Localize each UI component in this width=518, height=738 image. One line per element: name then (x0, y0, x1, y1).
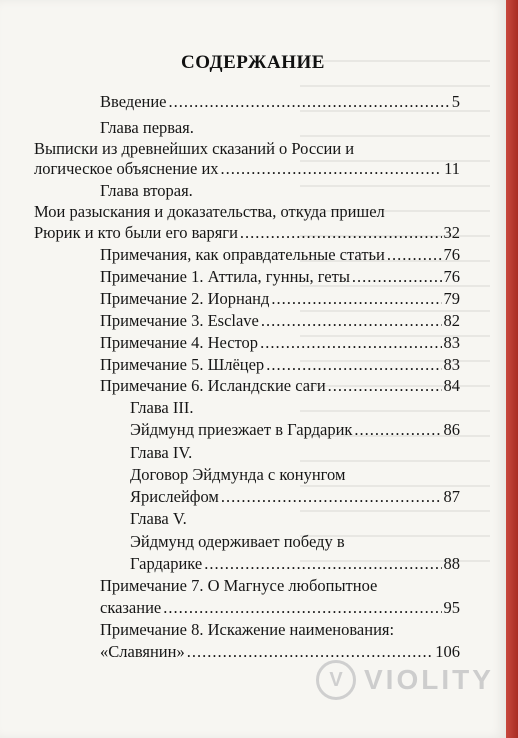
toc-entry-page: 82 (443, 311, 460, 330)
toc-entry-page: 84 (443, 376, 460, 395)
toc-note-8-title-line-1: Примечание 8. Искажение наименования: (100, 620, 395, 639)
toc-entry-label: Примечание 2. Иорнанд (100, 289, 270, 308)
toc-entry-note-2 (100, 289, 460, 309)
toc-entry-page: 83 (443, 333, 460, 352)
toc-entry-page: 86 (443, 420, 460, 439)
toc-entry-page: 11 (444, 159, 460, 178)
toc-entry-saga-chapter-3 (130, 420, 460, 440)
page-title: СОДЕРЖАНИЕ (181, 52, 325, 73)
toc-entry-note-7 (100, 598, 460, 618)
dot-leader (187, 642, 434, 662)
toc-entry-label: Примечание 5. Шлёцер (100, 355, 265, 374)
toc-entry-label: «Славянин» (100, 642, 185, 661)
toc-entry-label: логическое объяснение их (34, 159, 219, 178)
book-cover-edge (506, 0, 518, 738)
toc-entry-chapter-1 (34, 159, 460, 179)
toc-entry-label: Эйдмунд приезжает в Гардарик (130, 420, 353, 439)
toc-saga-chapter-5-title-line-1: Эйдмунд одерживает победу в (130, 532, 345, 551)
toc-entry-page: 87 (443, 487, 460, 506)
toc-entry-introduction (100, 92, 460, 112)
violity-logo-icon: V (316, 660, 356, 700)
dot-leader (163, 598, 441, 618)
toc-entry-label: Введение (100, 92, 167, 111)
toc-entry-saga-chapter-4 (130, 487, 460, 507)
dot-leader (352, 267, 442, 287)
dot-leader (266, 355, 441, 375)
dot-leader (221, 159, 443, 179)
toc-entry-label: сказание (100, 598, 162, 617)
dot-leader (271, 289, 441, 309)
toc-entry-page: 106 (435, 642, 460, 661)
dot-leader (387, 245, 442, 265)
toc-entry-page: 76 (443, 267, 460, 286)
toc-entry-note-1 (100, 267, 460, 287)
toc-entry-label: Примечание 3. Esclave (100, 311, 259, 330)
toc-heading-saga-chapter-4: Глава IV. (130, 443, 193, 462)
toc-entry-saga-chapter-5 (130, 554, 460, 574)
toc-entry-page: 79 (443, 289, 460, 308)
toc-entry-note-6 (100, 376, 460, 396)
toc-entry-notes (100, 245, 460, 265)
toc-entry-chapter-2 (34, 223, 460, 243)
toc-entry-page: 95 (443, 598, 460, 617)
toc-entry-label: Примечание 1. Аттила, гунны, геты (100, 267, 350, 286)
toc-heading-saga-chapter-3: Глава III. (130, 398, 194, 417)
toc-entry-label: Примечание 6. Исландские саги (100, 376, 326, 395)
watermark (316, 660, 494, 700)
toc-entry-note-5 (100, 355, 460, 375)
watermark-text: VIOLITY (364, 664, 494, 695)
toc-entry-page: 88 (443, 554, 460, 573)
toc-entry-note-4 (100, 333, 460, 353)
toc-note-7-title-line-1: Примечание 7. О Магнусе любопытное (100, 576, 378, 595)
toc-entry-label: Примечание 4. Нестор (100, 333, 259, 352)
toc-chapter-1-title-line-1: Выписки из древнейших сказаний о России и (34, 139, 355, 158)
toc-heading-chapter-2: Глава вторая. (100, 181, 193, 200)
toc-entry-label: Ярислейфом (130, 487, 219, 506)
toc-heading-chapter-1: Глава первая. (100, 118, 194, 137)
toc-entry-page: 32 (443, 223, 460, 242)
toc-saga-chapter-4-title-line-1: Договор Эйдмунда с конунгом (130, 465, 346, 484)
dot-leader (328, 376, 442, 396)
dot-leader (169, 92, 450, 112)
dot-leader (204, 554, 441, 574)
toc-heading-saga-chapter-5: Глава V. (130, 509, 187, 528)
dot-leader (240, 223, 442, 243)
dot-leader (260, 333, 441, 353)
dot-leader (354, 420, 441, 440)
dot-leader (221, 487, 442, 507)
dot-leader (261, 311, 442, 331)
toc-entry-note-8 (100, 642, 460, 662)
toc-entry-label: Примечания, как оправдательные статьи (100, 245, 385, 264)
toc-entry-page: 76 (443, 245, 460, 264)
toc-entry-label: Рюрик и кто были его варяги (34, 223, 238, 242)
toc-entry-page: 5 (451, 92, 460, 111)
toc-entry-note-3 (100, 311, 460, 331)
toc-entry-page: 83 (443, 355, 460, 374)
toc-chapter-2-title-line-1: Мои разыскания и доказательства, откуда пришел (34, 202, 385, 221)
toc-entry-label: Гардарике (130, 554, 203, 573)
